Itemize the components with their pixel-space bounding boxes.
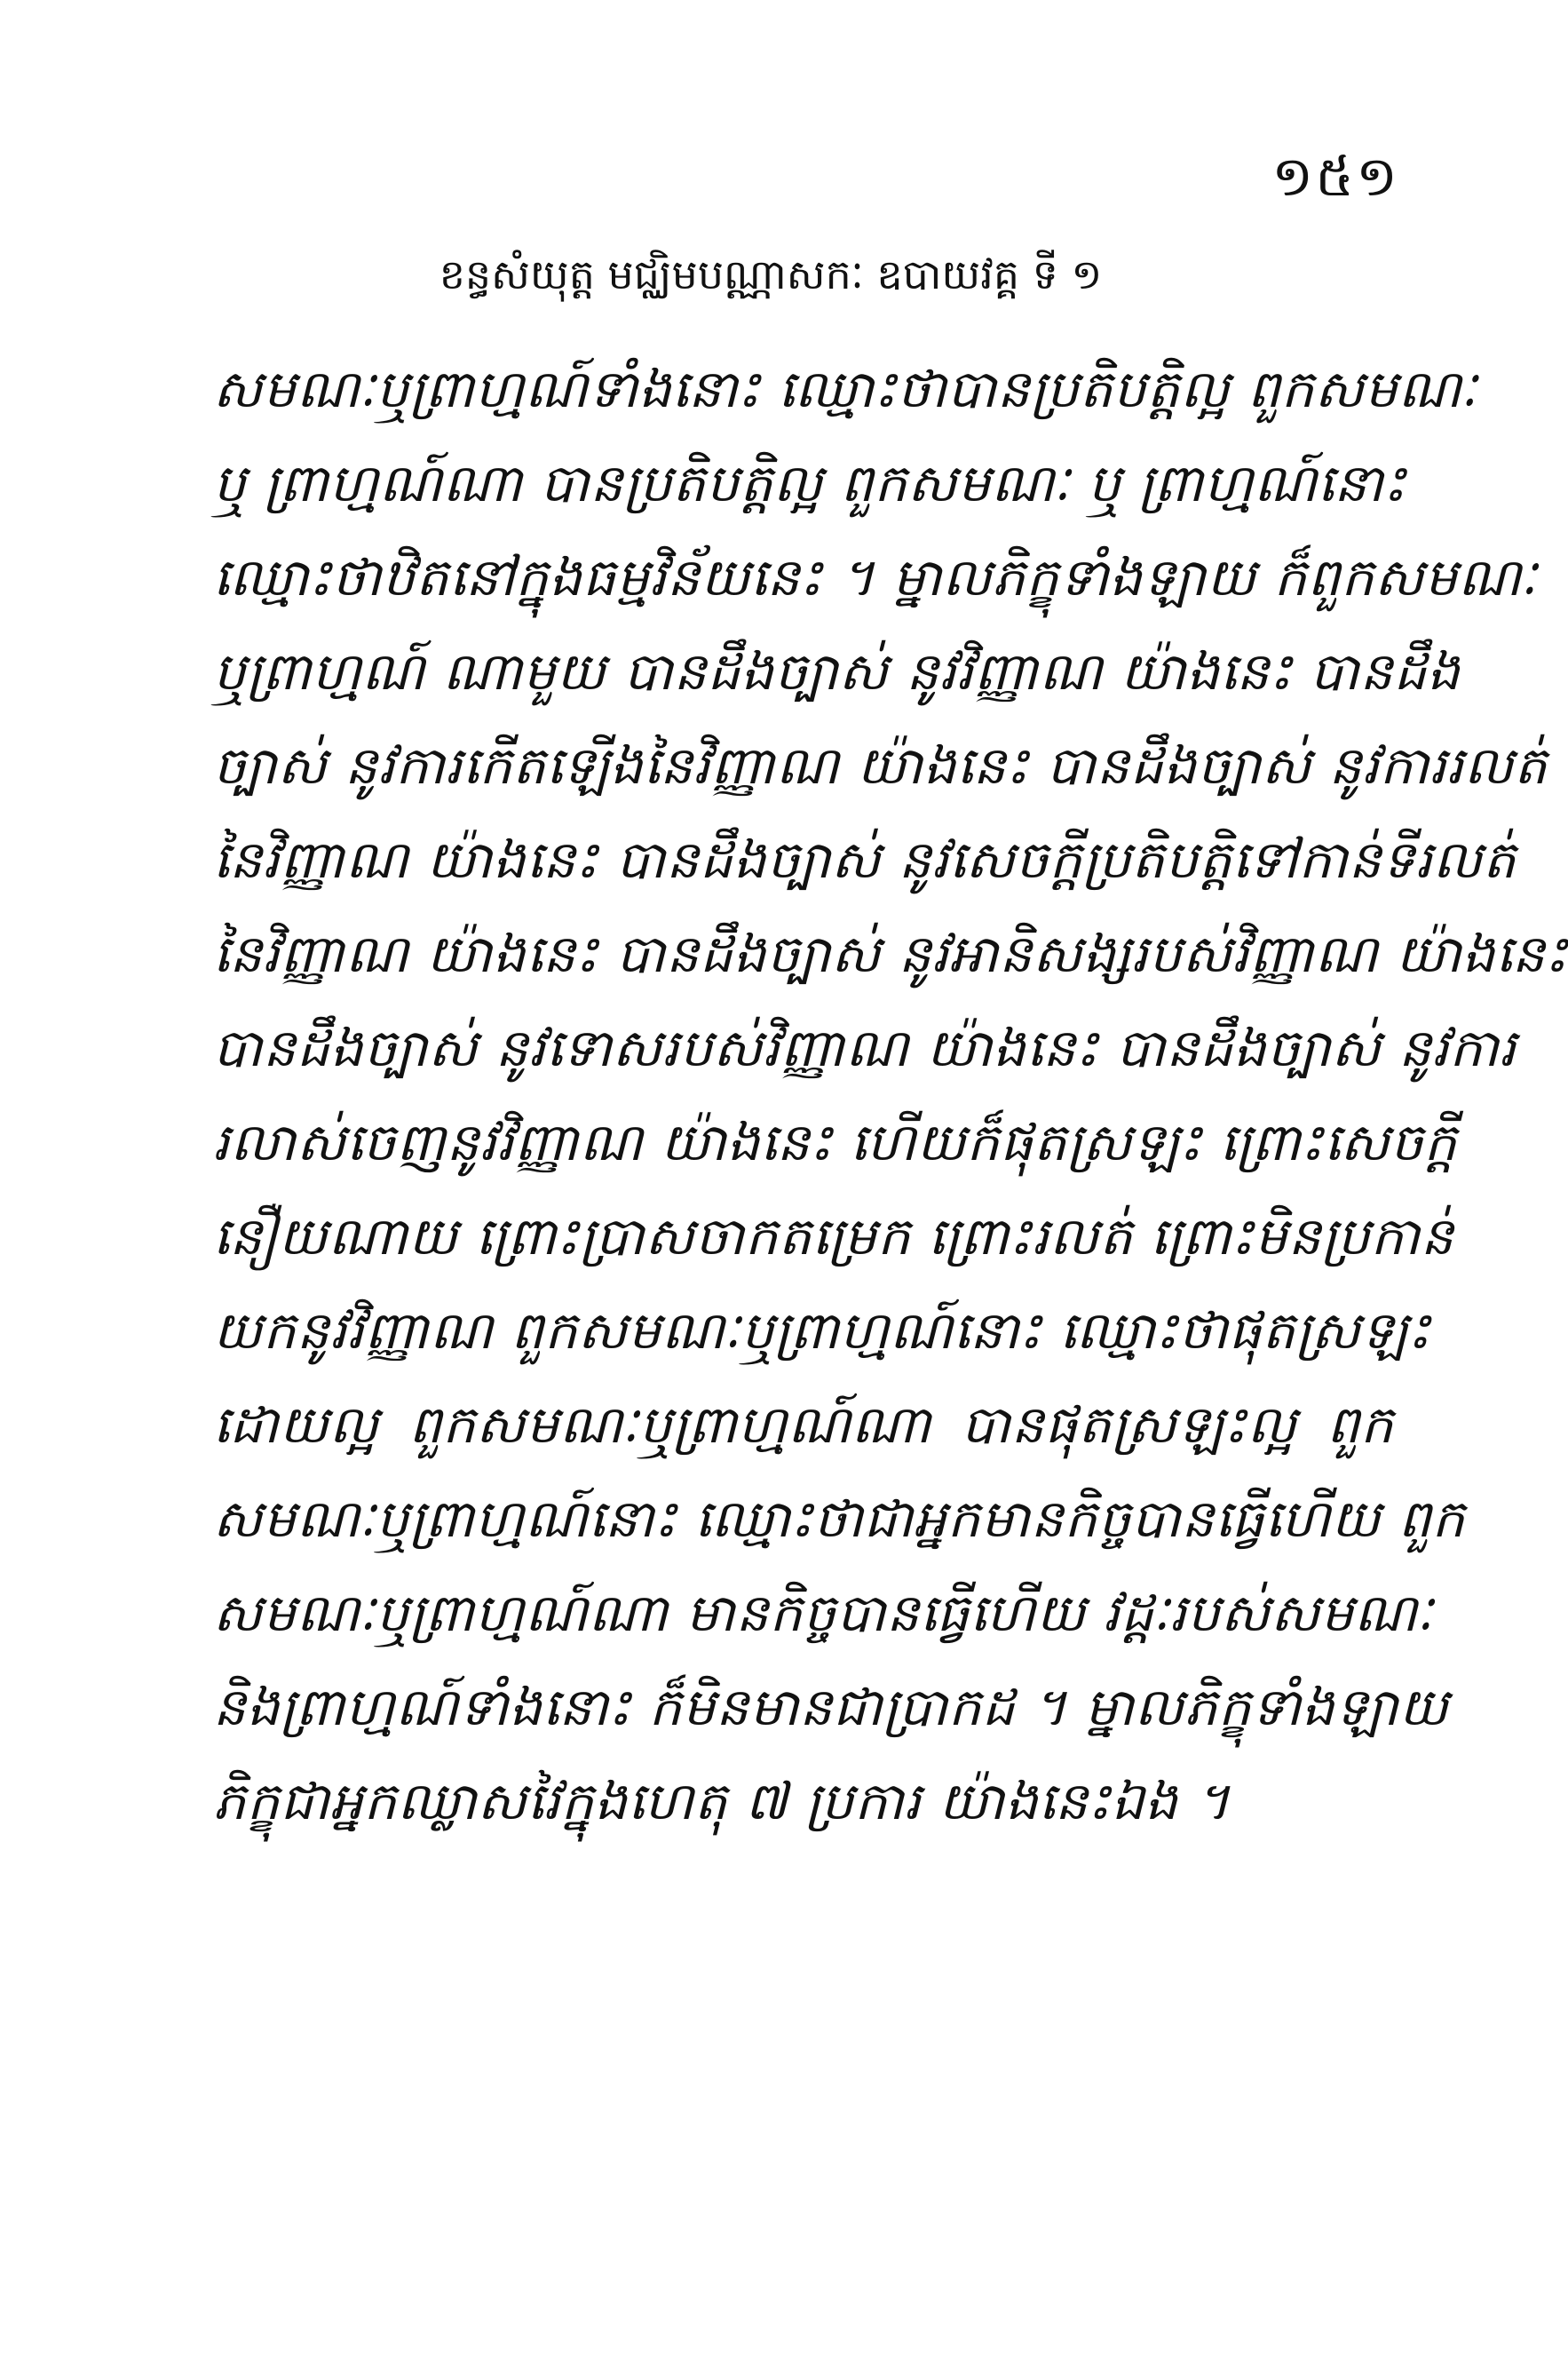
text-line: សមណៈឬព្រាហ្មណ៍ណា មានកិច្ចបានធ្វើហើយ វដ្តៈរបស់សមណៈ xyxy=(213,1583,1434,1643)
text-line: យកនូវវិញ្ញាណ ពួកសមណៈឬព្រាហ្មណ៍នោះ ឈ្មោះថាផុតស្រឡះ xyxy=(213,1300,1431,1361)
text-line: ឬព្រាហ្មណ៍ ណាមួយ បានដឹងច្បាស់ នូវវិញ្ញាណ យ៉ាងនេះ បានដឹង xyxy=(213,641,1461,702)
page-number: ១៥១ xyxy=(1271,144,1399,209)
text-line: ឈ្មោះថាឋិតនៅក្នុងធម្មវិន័យនេះ ។ ម្នាលភិក្ខុទាំងឡាយ ក៏ពួកសមណៈ xyxy=(213,547,1538,607)
text-line: ឬ ព្រាហ្មណ៍ណា បានប្រតិបត្តិល្អ ពួកសមណៈ ឬ ព្រាហ្មណ៍នោះ xyxy=(213,453,1407,513)
text-line: ភិក្ខុជាអ្នកឈ្លាសវៃក្នុងហេតុ ៧ ប្រការ យ៉ាងនេះឯង ។ xyxy=(213,1771,1231,1831)
text-line: បានដឹងច្បាស់ នូវទោសរបស់វិញ្ញាណ យ៉ាងនេះ បានដឹងច្បាស់ នូវការ xyxy=(213,1018,1517,1078)
text-line: នឿយណាយ ព្រោះប្រាសចាកតម្រេក ព្រោះរលត់ ព្រោះមិនប្រកាន់ xyxy=(213,1206,1454,1266)
text-line: នៃវិញ្ញាណ យ៉ាងនេះ បានដឹងច្បាស់ នូវអានិសង្សរបស់វិញ្ញាណ យ៉ាងនេះ xyxy=(213,924,1568,984)
body-text xyxy=(213,342,1568,1848)
text-line: នៃវិញ្ញាណ យ៉ាងនេះ បានដឹងច្បាស់ នូវសេចក្តីប្រតិបត្តិទៅកាន់ទីរលត់ xyxy=(213,830,1517,890)
text-line: ដោយល្អ ពួកសមណៈឬព្រាហ្មណ៍ណា បានផុតស្រឡះល្អ ពួក xyxy=(213,1394,1394,1455)
running-header: ខន្ធសំយុត្ត មជ្ឈិមបណ្ណាសកៈ ឧបាយវគ្គ ទី ១ xyxy=(439,250,1103,298)
text-line: និងព្រាហ្មណ៍ទាំងនោះ ក៏មិនមានជាប្រាកដ ។ ម្នាលភិក្ខុទាំងឡាយ xyxy=(213,1677,1449,1737)
text-line: សមណៈឬព្រាហ្មណ៍នោះ ឈ្មោះថាជាអ្នកមានកិច្ចបានធ្វើហើយ ពួក xyxy=(213,1489,1466,1549)
text-line: សមណៈឬព្រាហ្មណ៍ទាំងនោះ ឈ្មោះថាបានប្រតិបត្តិល្អ ពួកសមណៈ xyxy=(213,359,1478,419)
text-line: ច្បាស់ នូវការកើតឡើងនៃវិញ្ញាណ យ៉ាងនេះ បានដឹងច្បាស់ នូវការរលត់ xyxy=(213,735,1548,796)
text-line: រលាស់ចេញនូវវិញ្ញាណ យ៉ាងនេះ ហើយក៏ផុតស្រឡះ ព្រោះសេចក្តី xyxy=(213,1112,1458,1172)
